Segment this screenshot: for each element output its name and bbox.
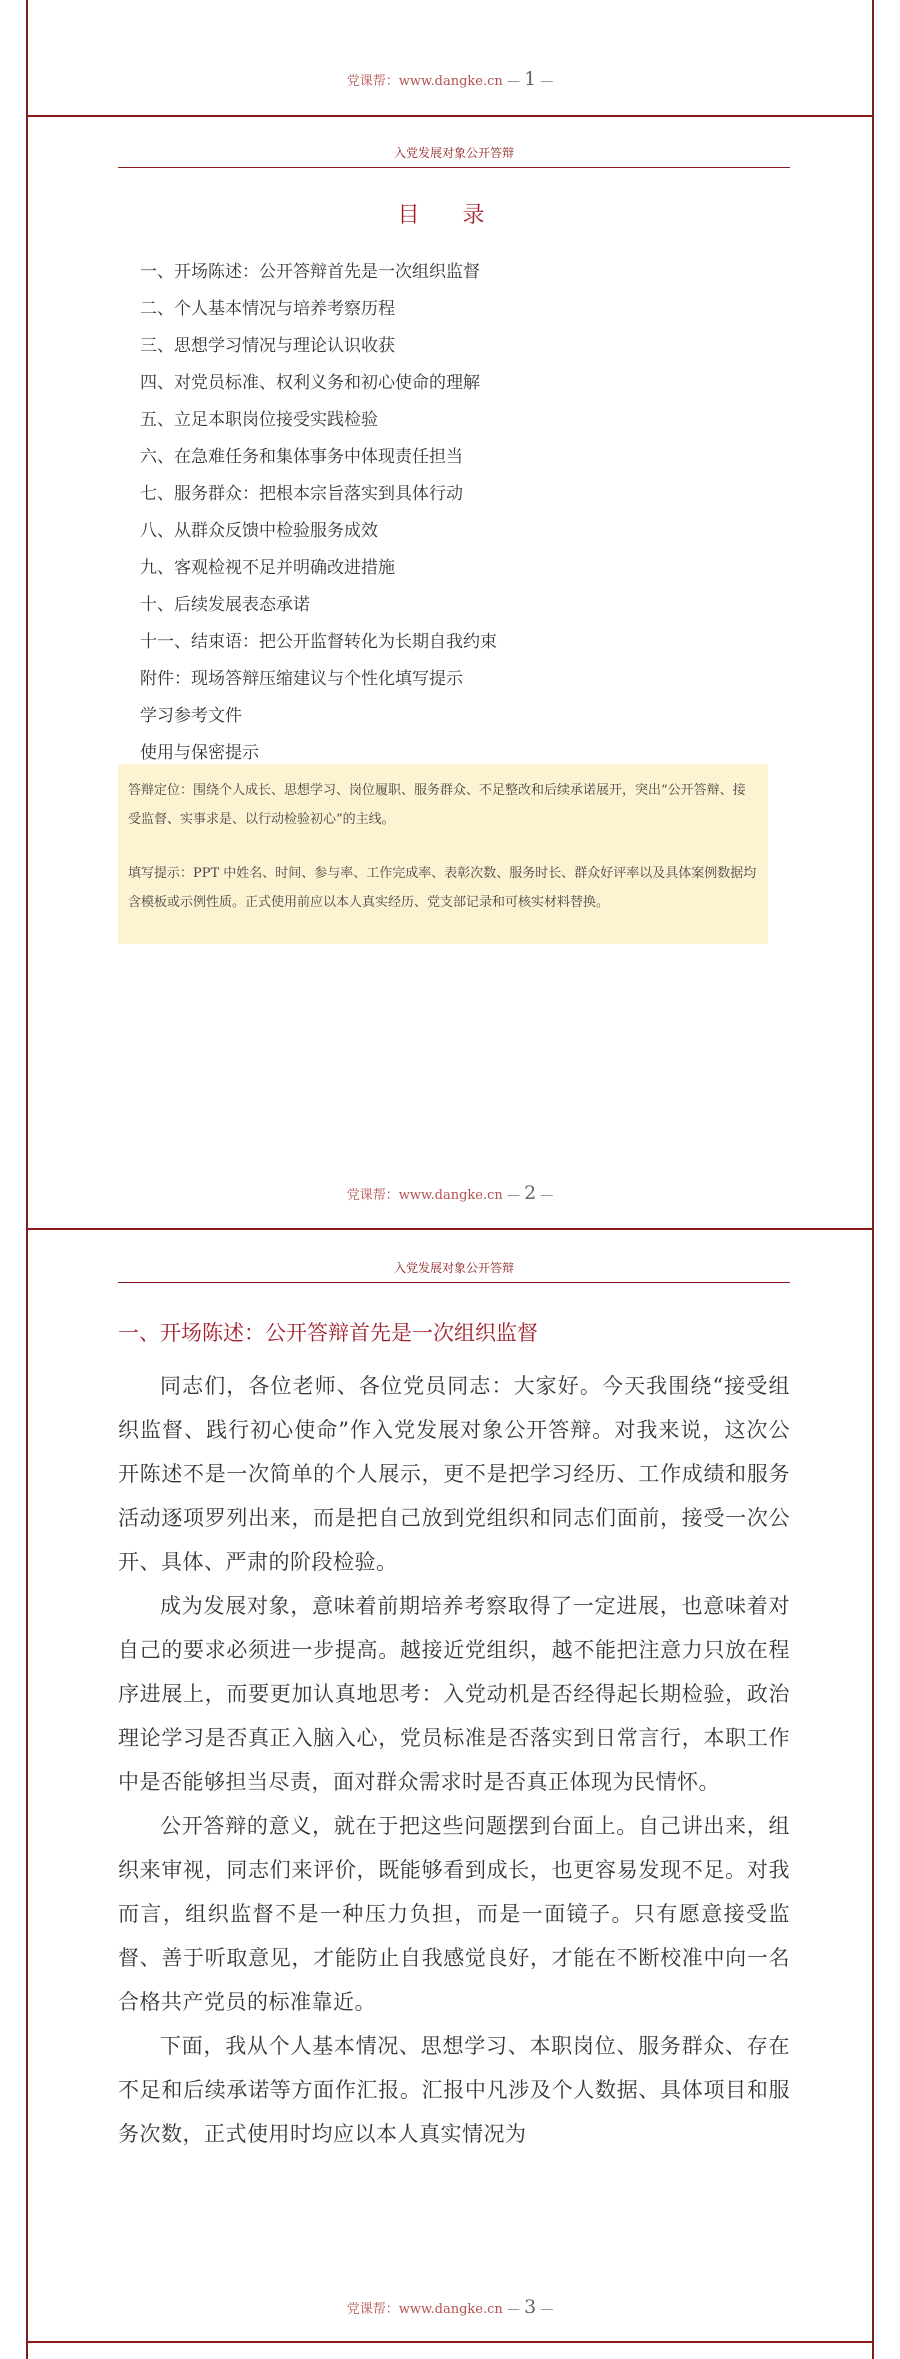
toc-item[interactable]: 六、在急难任务和集体事务中体现责任担当	[140, 447, 463, 467]
toc-item[interactable]: 四、对党员标准、权利义务和初心使命的理解	[140, 373, 480, 393]
toc-item[interactable]: 二、个人基本情况与培养考察历程	[140, 299, 395, 319]
table-of-contents	[140, 254, 497, 772]
toc-item[interactable]: 附件：现场答辩压缩建议与个性化填写提示	[140, 669, 463, 689]
footer-page-number: 3	[524, 2296, 537, 2318]
section-body	[118, 1364, 790, 2156]
body-paragraph: 下面，我从个人基本情况、思想学习、本职岗位、服务群众、存在不足和后续承诺等方面作汇报。汇报中凡涉及个人数据、具体项目和服务次数，正式使用时均应以本人真实情况为	[118, 2034, 790, 2146]
footer-page-number: 1	[524, 68, 537, 90]
hint-box	[118, 764, 768, 944]
toc-item[interactable]: 学习参考文件	[140, 706, 242, 726]
footer-site: 党课帮：www.dangke.cn	[346, 74, 503, 89]
toc-item[interactable]: 八、从群众反馈中检验服务成效	[140, 521, 378, 541]
footer-dash: —	[506, 1188, 520, 1203]
footer-dash: —	[506, 74, 520, 89]
running-header: 入党发展对象公开答辩	[118, 1259, 790, 1283]
body-paragraph: 同志们，各位老师、各位党员同志：大家好。今天我围绕“接受组织监督、践行初心使命”作入党发展对象公开答辩。对我来说，这次公开陈述不是一次简单的个人展示，更不是把学习经历、工作成绩和服务活动逐项罗列出来，而是把自己放到党组织和同志们面前，接受一次公开、具体、严肃的阶段检验。	[118, 1374, 790, 1574]
footer-dash: —	[540, 74, 554, 89]
page-separator	[26, 1228, 874, 1230]
page-footer-1	[0, 68, 900, 90]
toc-title: 目 录	[397, 203, 503, 228]
hint-filling: 填写提示：PPT 中姓名、时间、参与率、工作完成率、表彰次数、服务时长、群众好评率以及具体案例数据均含模板或示例性质。正式使用前应以本人真实经历、党支部记录和可核实材料替换。	[128, 866, 757, 910]
toc-item[interactable]: 九、客观检视不足并明确改进措施	[140, 558, 395, 578]
toc-item[interactable]: 十、后续发展表态承诺	[140, 595, 310, 615]
toc-item[interactable]: 使用与保密提示	[140, 743, 259, 763]
body-paragraph: 公开答辩的意义，就在于把这些问题摆到台面上。自己讲出来，组织来审视，同志们来评价，既能够看到成长，也更容易发现不足。对我而言，组织监督不是一种压力负担，而是一面镜子。只有愿意接受监督、善于听取意见，才能防止自我感觉良好，才能在不断校准中向一名合格共产党员的标准靠近。	[118, 1814, 790, 2014]
running-header: 入党发展对象公开答辩	[118, 144, 790, 168]
page-separator	[26, 115, 874, 117]
footer-dash: —	[506, 2302, 520, 2317]
footer-dash: —	[540, 2302, 554, 2317]
left-page-border	[26, 0, 28, 2359]
body-paragraph: 成为发展对象，意味着前期培养考察取得了一定进展，也意味着对自己的要求必须进一步提高。越接近党组织，越不能把注意力只放在程序进展上，而要更加认真地思考：入党动机是否经得起长期检验，政治理论学习是否真正入脑入心，党员标准是否落实到日常言行，本职工作中是否能够担当尽责，面对群众需求时是否真正体现为民情怀。	[118, 1594, 790, 1794]
footer-site: 党课帮：www.dangke.cn	[346, 2302, 503, 2317]
footer-dash: —	[540, 1188, 554, 1203]
page-separator	[26, 2341, 874, 2343]
footer-page-number: 2	[524, 1182, 537, 1204]
page-footer-3	[0, 2296, 900, 2318]
toc-item[interactable]: 三、思想学习情况与理论认识收获	[140, 336, 395, 356]
footer-site: 党课帮：www.dangke.cn	[346, 1188, 503, 1203]
toc-item[interactable]: 七、服务群众：把根本宗旨落实到具体行动	[140, 484, 463, 504]
hint-positioning: 答辩定位：围绕个人成长、思想学习、岗位履职、服务群众、不足整改和后续承诺展开，突出“公开答辩、接受监督、实事求是、以行动检验初心”的主线。	[128, 783, 746, 827]
toc-item[interactable]: 一、开场陈述：公开答辩首先是一次组织监督	[140, 262, 480, 282]
page-footer-2	[0, 1182, 900, 1204]
section-heading: 一、开场陈述：公开答辩首先是一次组织监督	[118, 1321, 538, 1345]
toc-item[interactable]: 十一、结束语：把公开监督转化为长期自我约束	[140, 632, 497, 652]
right-page-border	[872, 0, 874, 2359]
toc-item[interactable]: 五、立足本职岗位接受实践检验	[140, 410, 378, 430]
